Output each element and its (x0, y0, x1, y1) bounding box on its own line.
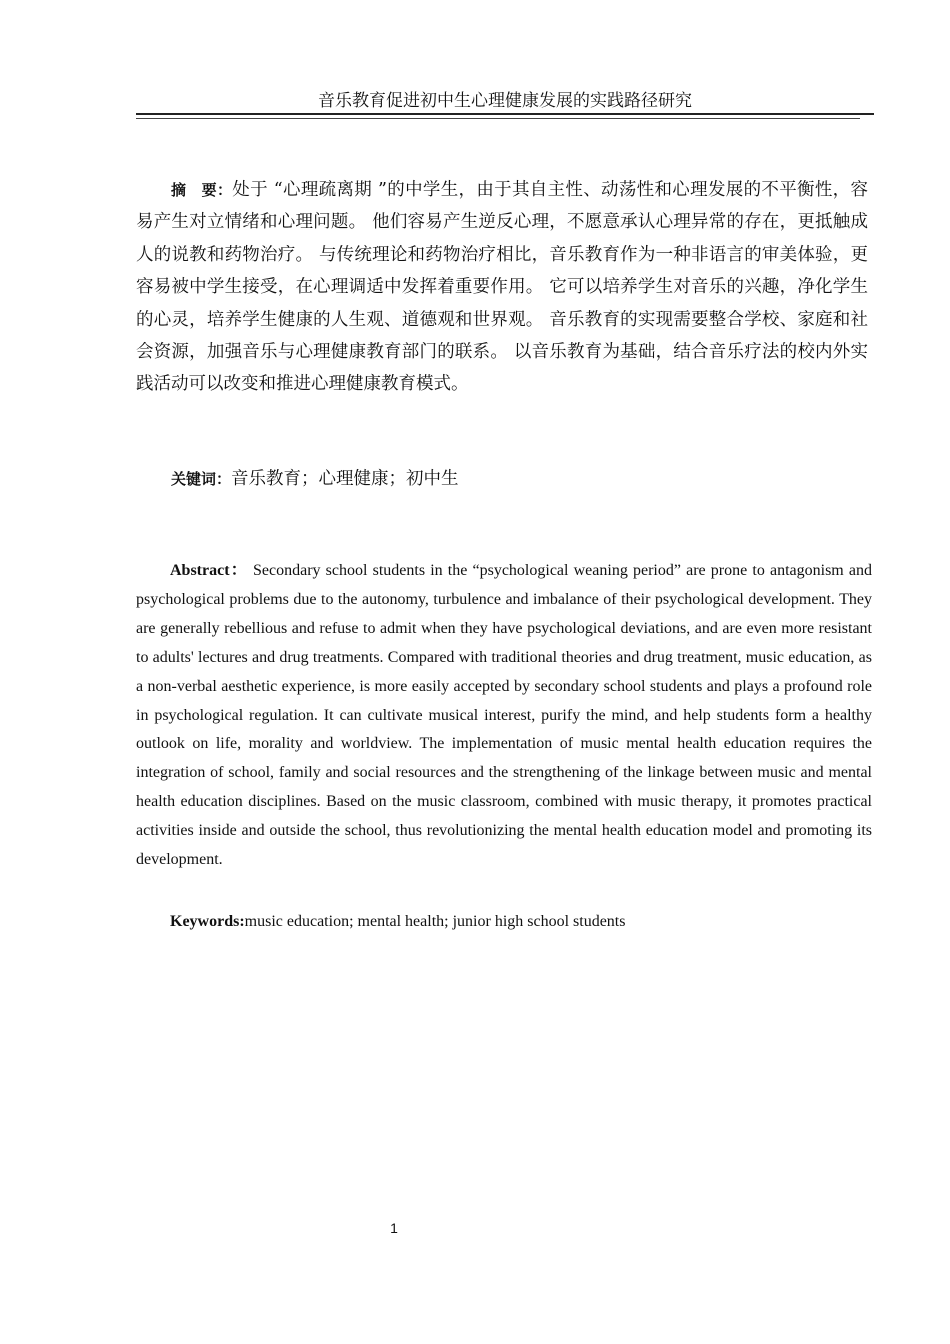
chinese-abstract-text: 处于 “心理疏离期 ”的中学生，由于其自主性、动荡性和心理发展的不平衡性，容易产生对立情绪和心理问题。 他们容易产生逆反心理，不愿意承认心理异常的存在，更抵触成人的说教和药物治疗。 与传统理论和药物治疗相比，音乐教育作为一种非语言的审美体验，更容易被中学生接受，在心理调适中发挥着重要作用。 它可以培养学生对音乐的兴趣，净化学生的心灵，培养学生健康的人生观、道德观和世界观。 音乐教育的实现需要整合学校、家庭和社会资源，加强音乐与心理健康教育部门的联系。 以音乐教育为基础，结合音乐疗法的校内外实践活动可以改变和推进心理健康教育模式。 (136, 180, 868, 395)
running-header-title: 音乐教育促进初中生心理健康发展的实践路径研究 (318, 91, 692, 111)
english-keywords (170, 908, 625, 936)
page-number: 1 (390, 1220, 398, 1236)
header-rule-thick (136, 113, 874, 115)
chinese-keywords (171, 463, 459, 495)
english-keywords-label: Keywords: (170, 913, 245, 930)
chinese-keywords-label: 关键词： (171, 470, 232, 488)
chinese-keywords-text: 音乐教育；心理健康；初中生 (231, 469, 459, 489)
english-keywords-text: music education; mental health; junior high school students (244, 913, 626, 930)
english-abstract (136, 557, 872, 875)
chinese-abstract (136, 174, 868, 401)
english-abstract-text: Secondary school students in the “psychological weaning period” are prone to antagonism and psychological problems due to the autonomy, turbulence and imbalance of their psychological development. They are generally rebellious and refuse to admit when they have psychological deviations, and are even more resistant to adults' lectures and drug treatments. Compared with traditional theories and drug treatment, music education, as a non-verbal aesthetic experience, is more easily accepted by secondary school students and plays a profound role in psychological regulation. It can cultivate musical interest, purify the mind, and help students form a healthy outlook on life, morality and worldview. The implementation of music mental health education requires the integration of school, family and social resources and the strengthening of the linkage between music and mental health education disciplines. Based on the music classroom, combined with music therapy, it promotes practical activities inside and outside the school, thus revolutionizing the mental health education model and promoting its development. (136, 562, 872, 869)
chinese-abstract-label: 摘 要： (171, 181, 233, 199)
english-abstract-label: Abstract： (170, 562, 248, 579)
header-rule-thin (136, 118, 860, 119)
